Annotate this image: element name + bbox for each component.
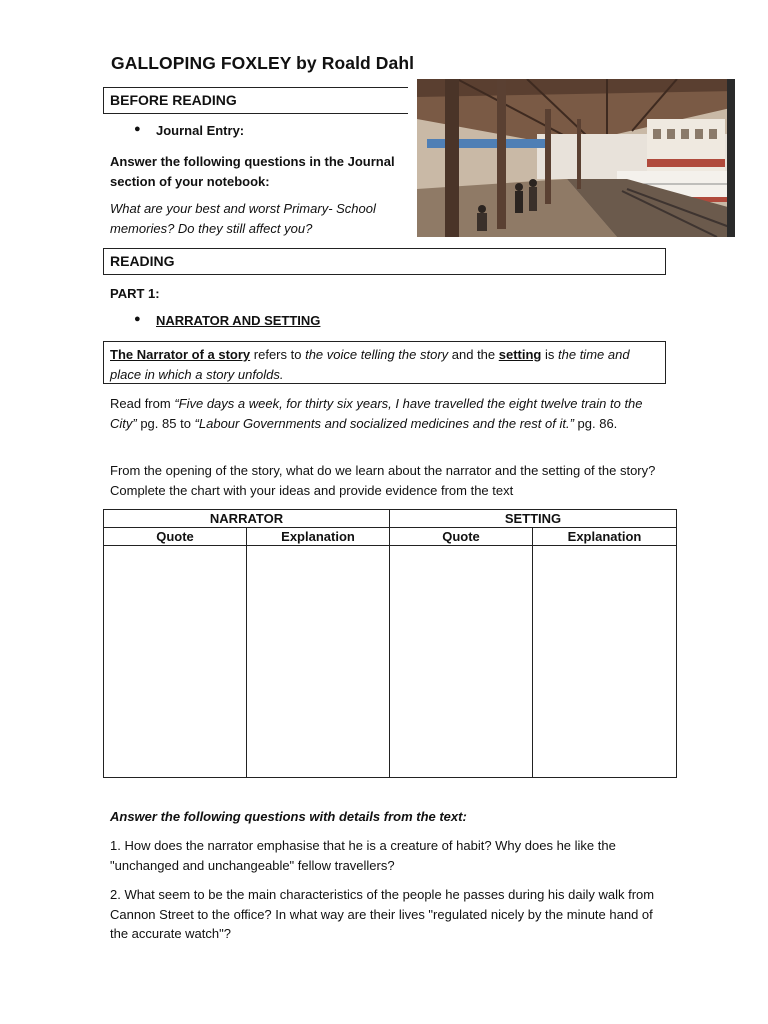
journal-instruction: Answer the following questions in the Journal section of your notebook: — [110, 154, 395, 189]
chart-header-setting: SETTING — [390, 510, 677, 528]
part-label: PART 1: — [110, 286, 160, 301]
read-from-suffix: pg. 86. — [573, 415, 618, 431]
chart-prompt: From the opening of the story, what do we learn about the narrator and the setting of the story? Complete the chart with your ideas and provide evidence from the text — [110, 463, 656, 498]
questions-heading: Answer the following questions with details from the text: — [110, 809, 467, 824]
chart-cell-setting-explanation[interactable] — [533, 546, 677, 778]
train-station-painting-svg — [417, 79, 735, 237]
chart-col-narrator-explanation: Explanation — [247, 528, 390, 546]
reading-heading: READING — [103, 248, 666, 275]
chart-col-setting-quote: Quote — [390, 528, 533, 546]
train-station-painting — [417, 79, 735, 237]
page-title: GALLOPING FOXLEY by Roald Dahl — [111, 53, 415, 73]
journal-entry-label: Journal Entry: — [156, 123, 245, 138]
definition-italic-2: the time and place in which a story unfolds. — [110, 347, 630, 382]
bullet-icon: ● — [134, 123, 141, 135]
read-from-mid: pg. 85 to — [136, 415, 195, 431]
chart-header-narrator: NARRATOR — [104, 510, 390, 528]
read-from-paragraph — [110, 394, 660, 433]
read-from-prefix: Read from — [110, 396, 175, 411]
read-from-quote-1: “Five days a week, for thirty six years, I have travelled the eight twelve train to the City” — [110, 396, 643, 431]
chart-cell-setting-quote[interactable] — [390, 546, 533, 778]
definition-box — [103, 341, 666, 384]
chart-col-narrator-quote: Quote — [104, 528, 247, 546]
question-1: 1. How does the narrator emphasise that he is a creature of habit? Why does he like the "unchanged and unchangeable" fellow travellers? — [110, 838, 616, 873]
term-narrator: The Narrator of a story — [110, 347, 251, 362]
bullet-icon: ● — [134, 313, 141, 325]
narrator-setting-chart — [103, 509, 677, 778]
term-setting: setting — [498, 347, 542, 362]
narrator-setting-bullet — [134, 313, 321, 328]
definition-italic-1: the voice telling the story — [305, 347, 449, 362]
question-2: 2. What seem to be the main characteristics of the people he passes during his daily walk from Cannon Street to the office? In what way are their lives "regulated nicely by the minute hand of the accurate watch"? — [110, 887, 655, 941]
before-reading-heading: BEFORE READING — [103, 87, 408, 114]
chart-cell-narrator-explanation[interactable] — [247, 546, 390, 778]
chart-col-setting-explanation: Explanation — [533, 528, 677, 546]
definition-text-3: is — [541, 347, 559, 362]
journal-entry-bullet — [134, 123, 245, 138]
read-from-quote-2: “Labour Governments and socialized medicines and the rest of it.” — [194, 415, 574, 431]
definition-text-1: refers to — [250, 347, 306, 362]
narrator-setting-label: NARRATOR AND SETTING — [156, 313, 321, 328]
definition-text-2: and the — [448, 347, 499, 362]
chart-cell-narrator-quote[interactable] — [104, 546, 247, 778]
journal-question: What are your best and worst Primary- School memories? Do they still affect you? — [110, 201, 376, 236]
